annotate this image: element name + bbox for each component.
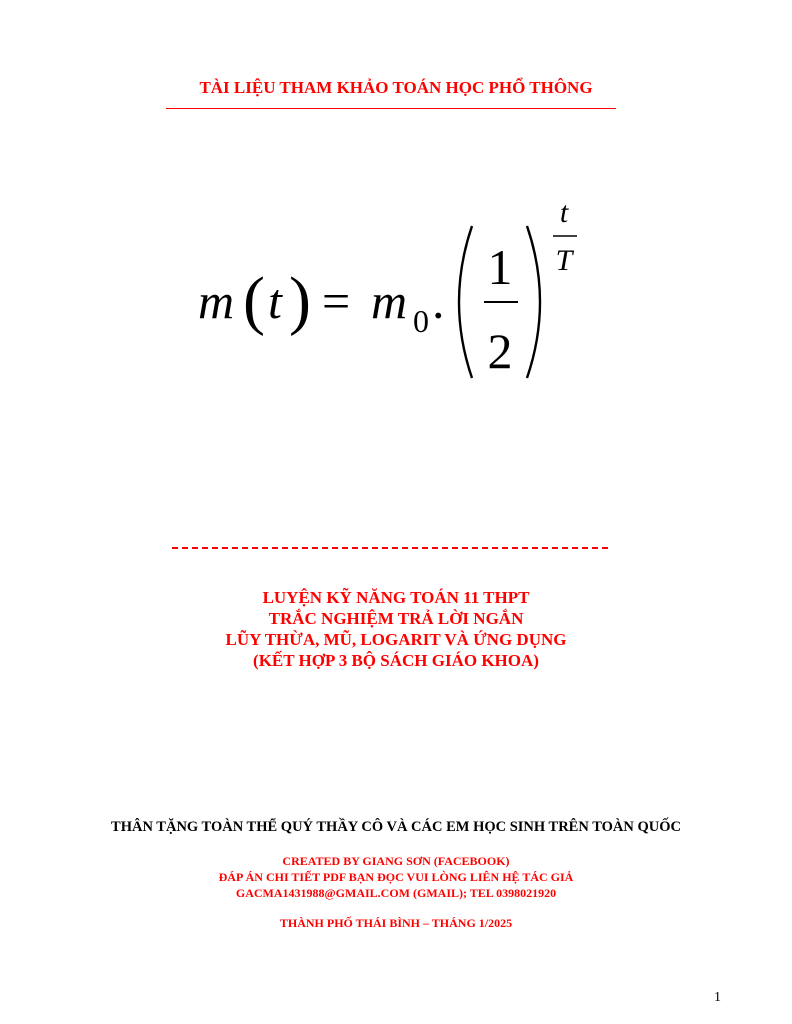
formula-fraction-denominator: 2 bbox=[487, 323, 513, 379]
formula-fraction-numerator: 1 bbox=[487, 239, 513, 295]
author-credits bbox=[0, 853, 792, 901]
section-divider bbox=[172, 547, 608, 549]
credits-line: CREATED BY GIANG SƠN (FACEBOOK) bbox=[282, 854, 510, 868]
document-subtitle bbox=[0, 587, 792, 671]
formula-lhs-variable: t bbox=[268, 273, 282, 329]
dedication-text: THÂN TẶNG TOÀN THỂ QUÝ THẦY CÔ VÀ CÁC EM HỌC SINH TRÊN TOÀN QUỐC bbox=[111, 819, 681, 835]
document-title: TÀI LIỆU THAM KHẢO TOÁN HỌC PHỔ THÔNG bbox=[199, 78, 593, 97]
formula-dot: . bbox=[432, 273, 445, 329]
formula-big-close-paren bbox=[527, 226, 540, 378]
credits-line: ĐÁP ÁN CHI TIẾT PDF BẠN ĐỌC VUI LÒNG LIÊN HỆ TÁC GIẢ bbox=[218, 870, 574, 884]
formula-exponent-denominator: T bbox=[555, 244, 573, 277]
city-date: THÀNH PHỐ THÁI BÌNH – THÁNG 1/2025 bbox=[279, 916, 513, 930]
credits-line: GACMA1431988@GMAIL.COM (GMAIL); TEL 0398021920 bbox=[235, 886, 557, 900]
page-number: 1 bbox=[714, 990, 721, 1005]
subtitle-line: LUYỆN KỸ NĂNG TOÁN 11 THPT bbox=[262, 588, 530, 607]
formula-rhs-subscript: 0 bbox=[413, 303, 429, 339]
formula-big-open-paren bbox=[459, 226, 472, 378]
formula-open-paren: ( bbox=[243, 264, 265, 337]
formula-lhs-function: m bbox=[198, 273, 235, 329]
formula-exponent-numerator: t bbox=[559, 196, 569, 229]
subtitle-line: TRẮC NGHIỆM TRẢ LỜI NGẮN bbox=[268, 609, 524, 628]
formula-close-paren: ) bbox=[289, 264, 311, 337]
subtitle-line: LŨY THỪA, MŨ, LOGARIT VÀ ỨNG DỤNG bbox=[225, 630, 567, 649]
formula-rhs-base: m bbox=[371, 273, 408, 329]
formula-equals: = bbox=[322, 273, 351, 329]
subtitle-line: (KẾT HỢP 3 BỘ SÁCH GIÁO KHOA) bbox=[253, 651, 539, 670]
